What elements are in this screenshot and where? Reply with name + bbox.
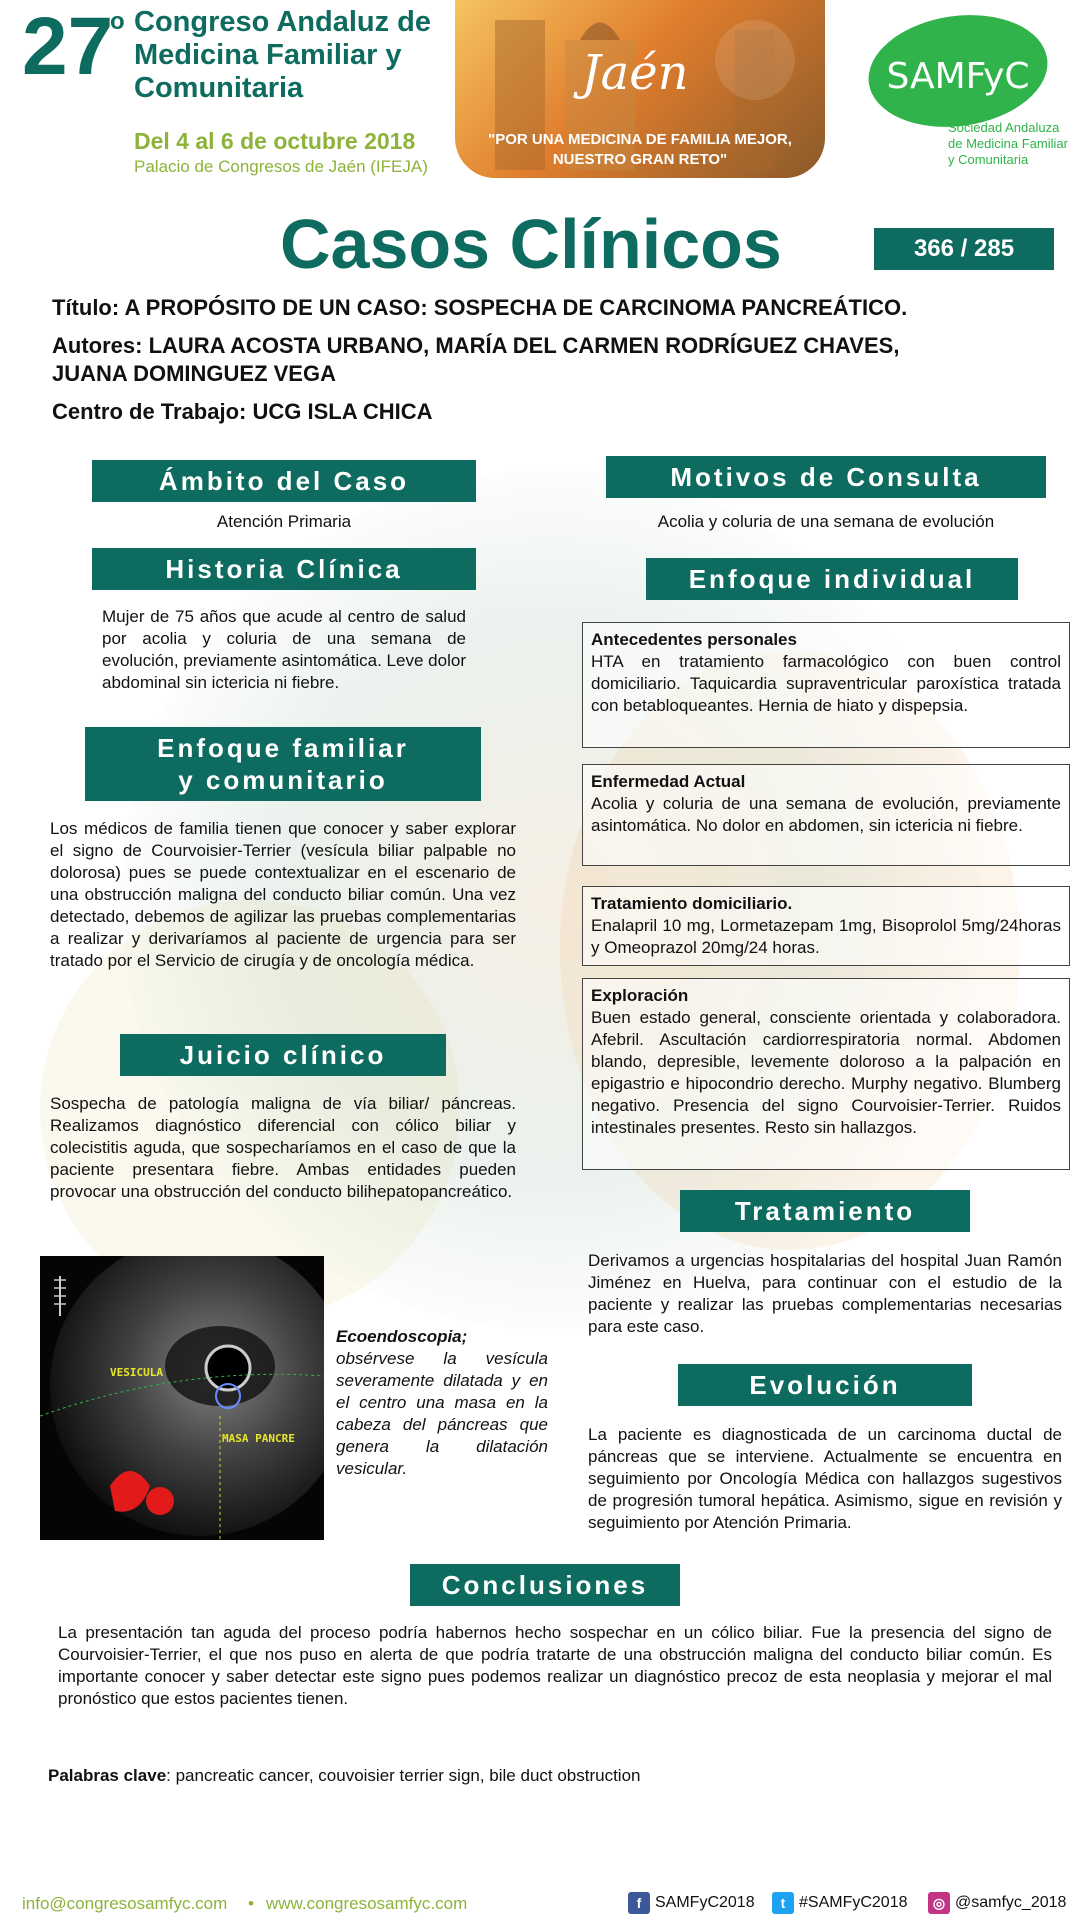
- congress-venue: Palacio de Congresos de Jaén (IFEJA): [134, 157, 428, 176]
- titulo-value: A PROPÓSITO DE UN CASO: SOSPECHA DE CARCINOMA PANCREÁTICO.: [124, 295, 908, 320]
- footer-email-link[interactable]: info@congresosamfyc.com: [22, 1894, 228, 1913]
- tratamiento-text: Derivamos a urgencias hospitalarias del hospital Juan Ramón Jiménez en Huelva, para continuar con el estudio de la paciente y realizar las pruebas complementarias necesarias para este caso.: [588, 1251, 1062, 1336]
- enfoque-familiar-title-line2: y comunitario: [178, 765, 388, 795]
- congress-name-line2: Medicina Familiar y: [134, 39, 402, 71]
- ecoendoscopy-image: [40, 1256, 324, 1540]
- twitter-handle: #SAMFyC2018: [799, 1894, 908, 1911]
- figure-caption-text: obsérvese la vesícula severamente dilatada y en el centro una masa en la cabeza del páncreas que genera la dilatación vesicular.: [336, 1349, 548, 1478]
- footer-website-link[interactable]: www.congresosamfyc.com: [266, 1894, 468, 1913]
- instagram-handle: @samfyc_2018: [955, 1894, 1067, 1911]
- centro-value: UCG ISLA CHICA: [252, 399, 433, 424]
- antecedentes-box: [582, 622, 1070, 748]
- keywords: [48, 1766, 641, 1786]
- autores-row: [52, 332, 1012, 360]
- label-vesicula: VESICULA: [110, 1366, 163, 1379]
- keywords-label: Palabras clave: [48, 1766, 167, 1785]
- footer-separator: •: [248, 1894, 254, 1913]
- instagram-link[interactable]: [928, 1892, 1066, 1914]
- autores-value-line2: JUANA DOMINGUEZ VEGA: [52, 361, 336, 386]
- congress-number: 27: [22, 1, 114, 92]
- enfoque-familiar-title: [85, 727, 481, 801]
- ultrasound-graphic: [40, 1256, 324, 1540]
- historia-text: Mujer de 75 años que acude al centro de salud por acolia y coluria de una semana de evolución, previamente asintomática. Leve dolor abdominal sin ictericia ni fiebre.: [102, 607, 466, 692]
- congress-name-line1: Congreso Andaluz de: [134, 6, 431, 38]
- conclusiones-text: La presentación tan aguda del proceso podría habernos hecho sospechar en un cólico biliar. Fue la presencia del signo de Courvoisier-Terrier, el que nos puso en alerta de que podría tratarte de una obstrucción maligna del conducto biliar común. Es importante conocer y saber detectar este signo pues podemos realizar un diagnóstico precoz de esta neoplasia y mejorar el mal pronóstico que estos pacientes tienen.: [58, 1623, 1052, 1708]
- facebook-handle: SAMFyC2018: [655, 1894, 755, 1911]
- congress-ordinal: o: [110, 8, 125, 35]
- congress-dates: Del 4 al 6 de octubre 2018: [134, 128, 416, 154]
- exploracion-box: [582, 978, 1070, 1170]
- samfyc-logo-text: SAMFyC: [886, 56, 1030, 97]
- society-line1: Sociedad Andaluza: [948, 120, 1060, 135]
- city-banner: [455, 0, 825, 178]
- titulo-label: Título:: [52, 295, 120, 320]
- juicio-text: Sospecha de patología maligna de vía biliar/ páncreas. Realizamos diagnóstico diferencial con cólico biliar y colecistitis aguda, que sospecharíamos en el caso de que la paciente presentara fiebre. Ambas entidades pueden provocar una obstrucción del conducto bilihepatopancreático.: [50, 1094, 516, 1201]
- motivos-title: Motivos de Consulta: [606, 456, 1046, 498]
- keywords-value: : pancreatic cancer, couvoisier terrier sign, bile duct obstruction: [166, 1766, 641, 1785]
- antecedentes-text: HTA en tratamiento farmacológico con buen control domiciliario. Taquicardia supraventricular paroxística tratada con betabloqueantes. Hernia de hiato y dispepsia.: [591, 652, 1061, 715]
- congress-name: [134, 6, 431, 105]
- twitter-icon: t: [772, 1892, 794, 1914]
- ambito-text: Atención Primaria: [216, 512, 352, 531]
- case-meta: [52, 294, 1012, 426]
- tratamiento-domiciliario-title: Tratamiento domiciliario.: [591, 894, 793, 913]
- enfoque-familiar-title-line1: Enfoque familiar: [157, 733, 409, 763]
- motto: [465, 130, 815, 170]
- enfermedad-title: Enfermedad Actual: [591, 772, 746, 791]
- evolucion-title: Evolución: [678, 1364, 972, 1406]
- facebook-icon: f: [628, 1892, 650, 1914]
- city-name: Jaén: [581, 45, 689, 101]
- enfermedad-text: Acolia y coluria de una semana de evolución, previamente asintomática. No dolor en abdomen, sin ictericia ni fiebre.: [591, 794, 1061, 835]
- historia-title: Historia Clínica: [92, 548, 476, 590]
- centro-label: Centro de Trabajo:: [52, 399, 247, 424]
- enfoque-familiar-text: Los médicos de familia tienen que conocer y saber explorar el signo de Courvoisier-Terrier (vesícula biliar palpable no dolorosa) pues se puede contextualizar en el escenario de una obstrucción maligna del conducto biliar común. Una vez detectado, debemos de agilizar las pruebas complementarias a realizar y derivaríamos al paciente de urgencia para ser tratado por el Servicio de cirugía y de oncología médica.: [50, 819, 516, 970]
- titulo-row: [52, 294, 1012, 322]
- figure-caption-title: Ecoendoscopia;: [336, 1327, 468, 1346]
- motivos-text: Acolia y coluria de una semana de evolución: [657, 512, 995, 531]
- antecedentes-title: Antecedentes personales: [591, 630, 797, 649]
- society-line2: de Medicina Familiar: [948, 136, 1068, 151]
- congress-name-line3: Comunitaria: [134, 72, 304, 104]
- footer: [0, 1880, 1080, 1920]
- autores-label: Autores:: [52, 333, 143, 358]
- twitter-link[interactable]: [772, 1892, 908, 1914]
- tratamiento-domiciliario-box: [582, 886, 1070, 966]
- facebook-link[interactable]: [628, 1892, 755, 1914]
- exploracion-text: Buen estado general, consciente orientada y colaboradora. Afebril. Ascultación cardiorrespiratoria normal. Abdomen blando, depresible, levemente doloroso a la palpación en epigastrio e hipocondrio derecho. Murphy negativo. Blumberg negativo. Presencia del signo Courvoisier-Terrier. Ruidos intestinales presentes. Resto sin hallazgos.: [591, 1008, 1061, 1137]
- motto-line1: "POR UNA MEDICINA DE FAMILIA MEJOR,: [488, 131, 792, 148]
- evolucion-text: La paciente es diagnosticada de un carcinoma ductal de páncreas que se interviene. Actualmente se encuentra en seguimiento por Oncología Médica con hallazgos sugestivos de progresión tumoral hepática. Asimismo, sigue en revisión y seguimiento por Atención Primaria.: [588, 1425, 1062, 1532]
- page-title: Casos Clínicos: [280, 205, 782, 283]
- ambito-title: Ámbito del Caso: [92, 460, 476, 502]
- tratamiento-title: Tratamiento: [680, 1190, 970, 1232]
- instagram-icon: ◎: [928, 1892, 950, 1914]
- label-masa: MASA PANCRE: [222, 1432, 295, 1445]
- society-line3: y Comunitaria: [948, 152, 1029, 167]
- enfermedad-box: [582, 764, 1070, 866]
- enfoque-individual-title: Enfoque individual: [646, 558, 1018, 600]
- motto-line2: NUESTRO GRAN RETO": [552, 151, 728, 168]
- centro-row: [52, 398, 1012, 426]
- header: [0, 0, 1080, 180]
- autores-value-line1: LAURA ACOSTA URBANO, MARÍA DEL CARMEN RODRÍGUEZ CHAVES,: [148, 333, 900, 358]
- exploracion-title: Exploración: [591, 986, 689, 1005]
- tratamiento-domiciliario-text: Enalapril 10 mg, Lormetazepam 1mg, Bisoprolol 5mg/24horas y Omeoprazol 20mg/24 horas.: [591, 916, 1061, 957]
- juicio-title: Juicio clínico: [120, 1034, 446, 1076]
- conclusiones-title: Conclusiones: [410, 1564, 680, 1606]
- case-number-badge: 366 / 285: [874, 228, 1054, 270]
- society-name: [948, 120, 1068, 168]
- figure-caption: [336, 1326, 548, 1480]
